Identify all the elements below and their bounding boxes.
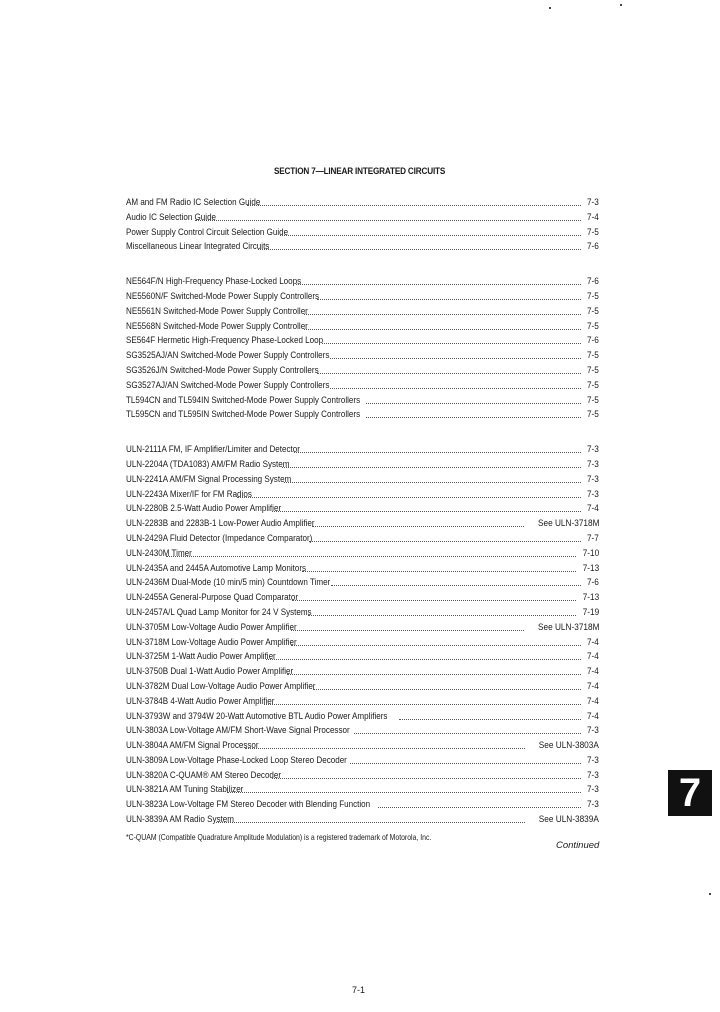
toc-entry-page: See ULN-3718M	[537, 621, 599, 633]
dot-leader	[304, 320, 581, 330]
toc-entry-page: 7-6	[587, 577, 599, 589]
toc-entry-page: 7-6	[587, 276, 599, 288]
dot-leader	[399, 710, 581, 720]
toc-entry-page: 7-4	[587, 666, 599, 678]
toc-entry-title: ULN-2435A and 2445A Automotive Lamp Monitors	[126, 562, 307, 574]
toc-entry	[126, 650, 599, 665]
toc-entry-title: NE564F/N High-Frequency Phase-Locked Loops	[126, 276, 302, 288]
toc-entry-page: 7-3	[587, 769, 599, 781]
toc-entry-page: 7-13	[582, 592, 599, 604]
toc-entry	[126, 349, 599, 364]
toc-entry-title: ULN-3839A AM Radio System	[126, 814, 234, 826]
toc-entry	[126, 196, 599, 211]
toc-entry	[126, 290, 599, 305]
toc-entry-page: 7-3	[587, 784, 599, 796]
toc-entry-title: ULN-2436M Dual-Mode (10 min/5 min) Countdown Timer	[126, 577, 331, 589]
dot-leader	[308, 606, 575, 616]
toc-entry	[126, 680, 599, 695]
toc-entry-title: ULN-2283B and 2283B-1 Low-Power Audio Amplifier	[126, 518, 315, 530]
dot-leader	[330, 379, 582, 389]
toc-entry-title: ULN-3823A Low-Voltage FM Stereo Decoder with Blending Function	[126, 799, 371, 811]
dot-leader	[264, 695, 581, 705]
dot-leader	[330, 349, 582, 359]
toc-entry-page: 7-5	[587, 364, 599, 376]
toc-entry-page: 7-5	[587, 350, 599, 362]
dot-leader	[378, 798, 581, 808]
dot-leader	[331, 576, 582, 586]
toc-entry-title: TL595CN and TL595IN Switched-Mode Power Supply Controllers	[126, 409, 361, 421]
dot-leader	[366, 394, 581, 404]
dot-leader	[272, 502, 581, 512]
dot-leader	[237, 488, 581, 498]
toc-entry	[126, 408, 599, 423]
toc-entry-title: ULN-3705M Low-Voltage Audio Power Amplifier	[126, 621, 297, 633]
toc-entry	[126, 488, 599, 503]
toc-entry-page: 7-4	[587, 636, 599, 648]
toc-entry	[126, 739, 599, 754]
trademark-footnote: *C-QUAM (Compatible Quadrature Amplitude Modulation) is a registered trademark of Motorola, Inc.	[126, 832, 432, 842]
dot-leader	[284, 473, 581, 483]
toc-entry-page: 7-6	[587, 241, 599, 253]
toc-entry	[126, 636, 599, 651]
dot-leader	[294, 443, 581, 453]
toc-entry	[126, 724, 599, 739]
toc-entry-page: 7-5	[587, 379, 599, 391]
toc-entry-title: ULN-2457A/L Quad Lamp Monitor for 24 V Systems	[126, 606, 312, 618]
toc-entry	[126, 275, 599, 290]
toc-entry-title: ULN-3809A Low-Voltage Phase-Locked Loop Stereo Decoder	[126, 754, 347, 766]
dot-leader	[317, 290, 581, 300]
dot-leader	[291, 636, 582, 646]
section-tab-marker: 7	[668, 770, 712, 816]
toc-entry-page: 7-3	[587, 799, 599, 811]
toc-entry-page: 7-6	[587, 335, 599, 347]
toc-entry-title: ULN-2243A Mixer/IF for FM Radios	[126, 488, 252, 500]
dot-leader	[272, 769, 581, 779]
toc-entry-page: 7-4	[587, 695, 599, 707]
toc-entry	[126, 379, 599, 394]
toc-entry-page: 7-4	[587, 211, 599, 223]
dot-leader	[309, 532, 581, 542]
toc-entry-title: ULN-3803A Low-Voltage AM/FM Short-Wave Signal Processor	[126, 725, 350, 737]
toc-group	[126, 275, 599, 423]
toc-entry	[126, 606, 599, 621]
toc-entry-title: ULN-2429A Fluid Detector (Impedance Comparator)	[126, 532, 313, 544]
dot-leader	[258, 240, 581, 250]
toc-entry-title: ULN-3820A C-QUAM® AM Stereo Decoder	[126, 769, 282, 781]
scan-speck	[709, 893, 711, 895]
toc-entry-title: Audio IC Selection Guide	[126, 211, 217, 223]
toc-entry-title: TL594CN and TL594IN Switched-Mode Power Supply Controllers	[126, 394, 361, 406]
toc-entry-page: 7-3	[587, 473, 599, 485]
toc-entry	[126, 364, 599, 379]
dot-leader	[322, 334, 581, 344]
toc-entry-title: ULN-3718M Low-Voltage Audio Power Amplifier	[126, 636, 297, 648]
toc-entry-title: ULN-3784B 4-Watt Audio Power Amplifier	[126, 695, 275, 707]
toc-entry-title: ULN-2111A FM, IF Amplifier/Limiter and Detector	[126, 444, 300, 456]
dot-leader	[216, 813, 525, 823]
toc-entry-page: 7-5	[587, 394, 599, 406]
toc-entry-page: See ULN-3718M	[537, 518, 599, 530]
page-number: 7-1	[352, 985, 366, 995]
toc-entry-title: ULN-3782M Dual Low-Voltage Audio Power Amplifier	[126, 680, 316, 692]
toc-entry	[126, 710, 599, 725]
dot-leader	[166, 547, 576, 557]
toc-entry-page: 7-19	[582, 606, 599, 618]
toc-entry-title: ULN-3750B Dual 1-Watt Audio Power Amplifier	[126, 666, 294, 678]
dot-leader	[280, 226, 581, 236]
toc-entry-page: 7-5	[587, 305, 599, 317]
toc-entry-page: 7-4	[587, 651, 599, 663]
toc-entry-page: 7-3	[587, 444, 599, 456]
toc-entry	[126, 502, 599, 517]
toc-entry-page: 7-4	[587, 680, 599, 692]
dot-leader	[354, 724, 581, 734]
dot-leader	[282, 458, 581, 468]
toc-entry-page: 7-5	[587, 320, 599, 332]
dot-leader	[247, 196, 581, 206]
toc-entry-title: ULN-2430M Timer	[126, 547, 192, 559]
dot-leader	[296, 275, 581, 285]
toc-entry-title: Miscellaneous Linear Integrated Circuits	[126, 241, 270, 253]
toc-entry	[126, 591, 599, 606]
toc-entry-title: ULN-2280B 2.5-Watt Audio Power Amplifier	[126, 503, 282, 515]
toc-entry-title: AM and FM Radio IC Selection Guide	[126, 197, 261, 208]
toc-entry	[126, 532, 599, 547]
toc-entry-page: See ULN-3839A	[538, 814, 599, 826]
toc-entry	[126, 754, 599, 769]
toc-entry-title: ULN-2204A (TDA1083) AM/FM Radio System	[126, 458, 290, 470]
toc-entry	[126, 769, 599, 784]
toc-entry	[126, 665, 599, 680]
toc-entry	[126, 394, 599, 409]
toc-entry-title: ULN-3793W and 3794W 20-Watt Automotive BTL Audio Power Amplifiers	[126, 710, 388, 722]
toc-entry	[126, 813, 599, 828]
toc-entry-page: 7-5	[587, 226, 599, 238]
scan-speck	[620, 4, 622, 6]
section-title: SECTION 7—LINEAR INTEGRATED CIRCUITS	[274, 166, 446, 177]
toc-entry	[126, 458, 599, 473]
dot-leader	[195, 211, 581, 221]
toc-entry-page: See ULN-3803A	[538, 740, 599, 752]
toc-entry	[126, 473, 599, 488]
toc-entry-page: 7-7	[587, 532, 599, 544]
dot-leader	[304, 305, 581, 315]
toc-entry-page: 7-3	[587, 725, 599, 737]
dot-leader	[312, 517, 524, 527]
toc-entry	[126, 621, 599, 636]
toc-entry	[126, 211, 599, 226]
toc-entry	[126, 305, 599, 320]
toc-entry-page: 7-5	[587, 409, 599, 421]
scan-speck	[549, 7, 551, 9]
dot-leader	[292, 591, 576, 601]
toc-entry-page: 7-4	[587, 710, 599, 722]
toc-entry	[126, 320, 599, 335]
table-of-contents	[126, 196, 599, 848]
toc-group	[126, 196, 599, 255]
dot-leader	[291, 621, 524, 631]
toc-entry-page: 7-13	[582, 562, 599, 574]
toc-entry-title: ULN-2455A General-Purpose Quad Comparator	[126, 592, 299, 604]
toc-entry-title: NE5568N Switched-Mode Power Supply Controller	[126, 320, 308, 332]
toc-entry-title: ULN-3804A AM/FM Signal Processor	[126, 740, 259, 752]
toc-entry	[126, 240, 599, 255]
toc-entry	[126, 562, 599, 577]
toc-entry-title: ULN-3725M 1-Watt Audio Power Amplifier	[126, 651, 276, 663]
toc-entry-page: 7-3	[587, 197, 599, 208]
continued-label: Continued	[556, 840, 600, 851]
toc-entry	[126, 576, 599, 591]
toc-entry	[126, 798, 599, 813]
toc-entry	[126, 783, 599, 798]
dot-leader	[313, 680, 581, 690]
toc-entry	[126, 547, 599, 562]
toc-entry-page: 7-3	[587, 754, 599, 766]
dot-leader	[266, 650, 581, 660]
toc-entry-title: SG3525AJ/AN Switched-Mode Power Supply Controllers	[126, 350, 330, 362]
dot-leader	[245, 739, 525, 749]
toc-entry	[126, 226, 599, 241]
toc-entry-title: ULN-3821A AM Tuning Stabilizer	[126, 784, 244, 796]
toc-group	[126, 443, 599, 828]
toc-entry	[126, 517, 599, 532]
toc-entry-page: 7-5	[587, 290, 599, 302]
toc-entry-page: 7-3	[587, 488, 599, 500]
dot-leader	[350, 754, 581, 764]
toc-entry-title: SG3527AJ/AN Switched-Mode Power Supply Controllers	[126, 379, 330, 391]
dot-leader	[287, 665, 582, 675]
toc-entry	[126, 695, 599, 710]
dot-leader	[302, 562, 576, 572]
dot-leader	[366, 408, 581, 418]
toc-entry-page: 7-3	[587, 458, 599, 470]
toc-entry-title: SE564F Hermetic High-Frequency Phase-Locked Loop	[126, 335, 324, 347]
toc-entry-page: 7-10	[582, 547, 599, 559]
toc-entry-page: 7-4	[587, 503, 599, 515]
toc-entry-title: ULN-2241A AM/FM Signal Processing System	[126, 473, 292, 485]
toc-entry-title: SG3526J/N Switched-Mode Power Supply Controllers	[126, 364, 319, 376]
dot-leader	[227, 783, 581, 793]
dot-leader	[317, 364, 581, 374]
toc-entry-title: NE5560N/F Switched-Mode Power Supply Controllers	[126, 290, 320, 302]
toc-entry	[126, 334, 599, 349]
toc-entry	[126, 443, 599, 458]
toc-entry-title: Power Supply Control Circuit Selection Guide	[126, 226, 289, 238]
toc-entry-title: NE5561N Switched-Mode Power Supply Controller	[126, 305, 308, 317]
